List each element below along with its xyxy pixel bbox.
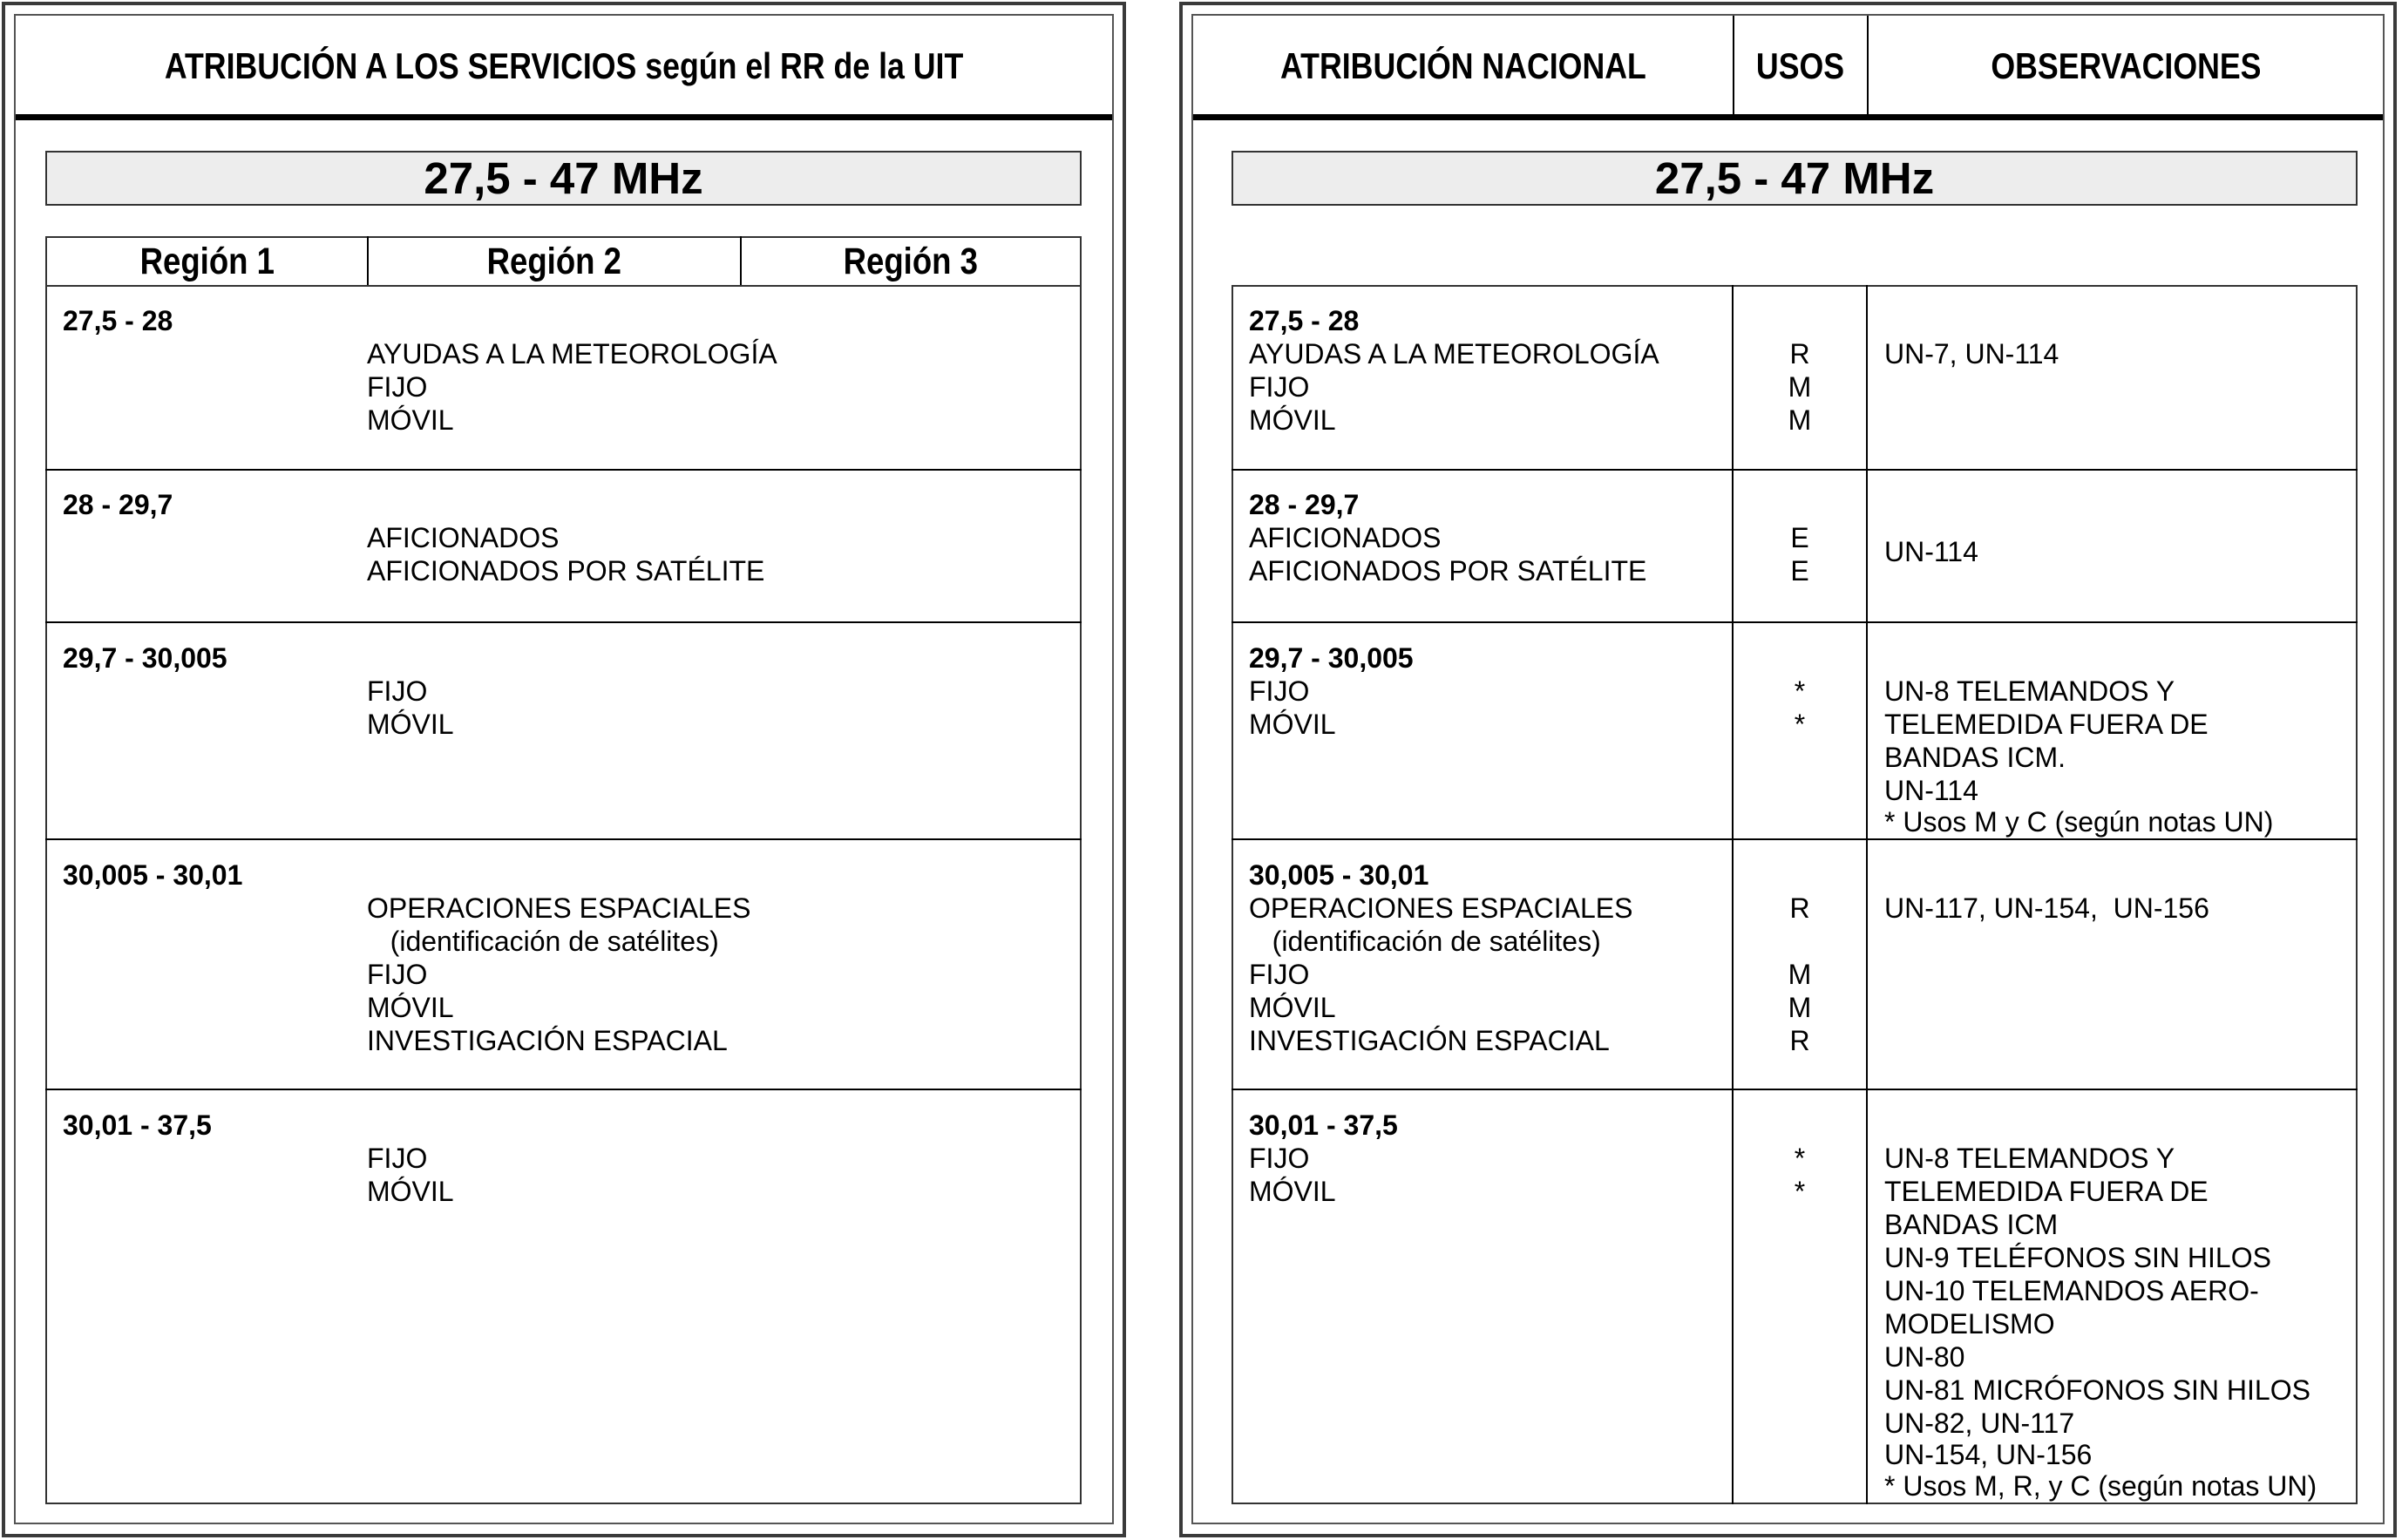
right-range-bar xyxy=(1232,151,2358,206)
observation-line: MODELISMO xyxy=(1884,1308,2055,1340)
left-service-line: MÓVIL xyxy=(367,709,454,740)
left-panel-title: ATRIBUCIÓN A LOS SERVICIOS según el RR de la UIT xyxy=(164,44,964,86)
right-service-line: AFICIONADOS xyxy=(1249,522,1442,553)
right-row-divider xyxy=(1232,1089,2358,1090)
right-service-line: AFICIONADOS POR SATÉLITE xyxy=(1249,555,1647,587)
right-service-line: FIJO xyxy=(1249,959,1310,990)
right-service-line: MÓVIL xyxy=(1249,709,1336,740)
left-service-line: AFICIONADOS xyxy=(367,522,560,553)
uses-header: USOS xyxy=(1756,44,1845,86)
usage-code: E xyxy=(1790,555,1809,587)
usage-code: R xyxy=(1789,892,1810,924)
usage-code: R xyxy=(1789,1025,1810,1056)
right-band-label: 30,005 - 30,01 xyxy=(1249,859,1429,891)
observation-line: UN-81 MICRÓFONOS SIN HILOS xyxy=(1884,1374,2310,1406)
right-service-line: FIJO xyxy=(1249,1143,1310,1174)
right-band-label: 27,5 - 28 xyxy=(1249,305,1360,336)
right-service-line: MÓVIL xyxy=(1249,992,1336,1023)
observation-line: UN-7, UN-114 xyxy=(1884,338,2059,370)
left-row-divider xyxy=(45,1089,1082,1090)
left-band-label: 29,7 - 30,005 xyxy=(63,642,227,674)
left-service-line: INVESTIGACIÓN ESPACIAL xyxy=(367,1025,728,1056)
left-range-bar xyxy=(45,151,1082,206)
usage-code: * xyxy=(1794,675,1806,707)
right-header-rule xyxy=(1193,114,2383,120)
right-service-line: FIJO xyxy=(1249,371,1310,403)
region-3-header: Región 3 xyxy=(843,240,979,282)
observation-line: BANDAS ICM. xyxy=(1884,742,2066,773)
observation-line: UN-80 xyxy=(1884,1341,1965,1373)
usage-code: M xyxy=(1788,992,1812,1023)
usage-code: * xyxy=(1794,1176,1806,1207)
left-service-line: MÓVIL xyxy=(367,404,454,436)
observation-line: TELEMEDIDA FUERA DE xyxy=(1884,709,2209,740)
right-service-line: MÓVIL xyxy=(1249,1176,1336,1207)
header-divider-1 xyxy=(1733,16,1734,116)
left-service-line: FIJO xyxy=(367,371,428,403)
observations-header: OBSERVACIONES xyxy=(1990,44,2262,86)
usage-code: E xyxy=(1790,522,1809,553)
observation-line: UN-154, UN-156 xyxy=(1884,1439,2093,1470)
observation-line: UN-114 xyxy=(1884,536,1978,567)
right-band-label: 28 - 29,7 xyxy=(1249,489,1360,520)
left-service-line: FIJO xyxy=(367,1143,428,1174)
usage-code: M xyxy=(1788,371,1812,403)
left-row-divider xyxy=(45,621,1082,623)
left-band-label: 28 - 29,7 xyxy=(63,489,173,520)
right-band-label: 29,7 - 30,005 xyxy=(1249,642,1414,674)
right-range-label: 27,5 - 47 MHz xyxy=(1654,153,1935,203)
left-service-line: MÓVIL xyxy=(367,992,454,1023)
left-band-label: 30,005 - 30,01 xyxy=(63,859,243,891)
right-row-divider xyxy=(1232,469,2358,471)
header-divider-2 xyxy=(1867,16,1869,116)
left-service-line: (identificación de satélites) xyxy=(367,926,719,957)
right-service-line: FIJO xyxy=(1249,675,1310,707)
left-row-divider xyxy=(45,469,1082,471)
region-2-header: Región 2 xyxy=(486,240,622,282)
observation-line: UN-82, UN-117 xyxy=(1884,1408,2075,1439)
usage-code: M xyxy=(1788,959,1812,990)
usage-code: * xyxy=(1794,1143,1806,1174)
observation-line: * Usos M, R, y C (según notas UN) xyxy=(1884,1470,2317,1502)
left-row-divider xyxy=(45,838,1082,840)
observation-line: * Usos M y C (según notas UN) xyxy=(1884,806,2274,838)
left-band-label: 30,01 - 37,5 xyxy=(63,1109,212,1141)
left-service-line: OPERACIONES ESPACIALES xyxy=(367,892,751,924)
observation-line: UN-10 TELEMANDOS AERO- xyxy=(1884,1275,2259,1306)
left-service-line: AYUDAS A LA METEOROLOGÍA xyxy=(367,338,777,370)
right-band-label: 30,01 - 37,5 xyxy=(1249,1109,1398,1141)
right-service-line: MÓVIL xyxy=(1249,404,1336,436)
observation-line: UN-8 TELEMANDOS Y xyxy=(1884,1143,2175,1174)
usage-code: R xyxy=(1789,338,1810,370)
table-col-divider-2 xyxy=(1866,285,1868,1504)
left-range-label: 27,5 - 47 MHz xyxy=(424,153,703,203)
left-header-rule xyxy=(16,114,1112,120)
right-service-line: OPERACIONES ESPACIALES xyxy=(1249,892,1633,924)
usage-code: * xyxy=(1794,709,1806,740)
left-service-line: FIJO xyxy=(367,675,428,707)
right-service-line: AYUDAS A LA METEOROLOGÍA xyxy=(1249,338,1659,370)
observation-line: UN-8 TELEMANDOS Y xyxy=(1884,675,2175,707)
right-service-line: INVESTIGACIÓN ESPACIAL xyxy=(1249,1025,1610,1056)
observation-line: UN-114 xyxy=(1884,775,1978,806)
left-service-line: FIJO xyxy=(367,959,428,990)
left-service-line: MÓVIL xyxy=(367,1176,454,1207)
national-allocation-header: ATRIBUCIÓN NACIONAL xyxy=(1279,44,1646,86)
observation-line: UN-117, UN-154, UN-156 xyxy=(1884,892,2209,924)
observation-line: BANDAS ICM xyxy=(1884,1209,2059,1240)
observation-line: UN-9 TELÉFONOS SIN HILOS xyxy=(1884,1242,2271,1273)
right-row-divider xyxy=(1232,621,2358,623)
observation-line: TELEMEDIDA FUERA DE xyxy=(1884,1176,2209,1207)
right-service-line: (identificación de satélites) xyxy=(1249,926,1601,957)
left-service-line: AFICIONADOS POR SATÉLITE xyxy=(367,555,765,587)
usage-code: M xyxy=(1788,404,1812,436)
left-band-label: 27,5 - 28 xyxy=(63,305,173,336)
region-1-header: Región 1 xyxy=(139,240,275,282)
